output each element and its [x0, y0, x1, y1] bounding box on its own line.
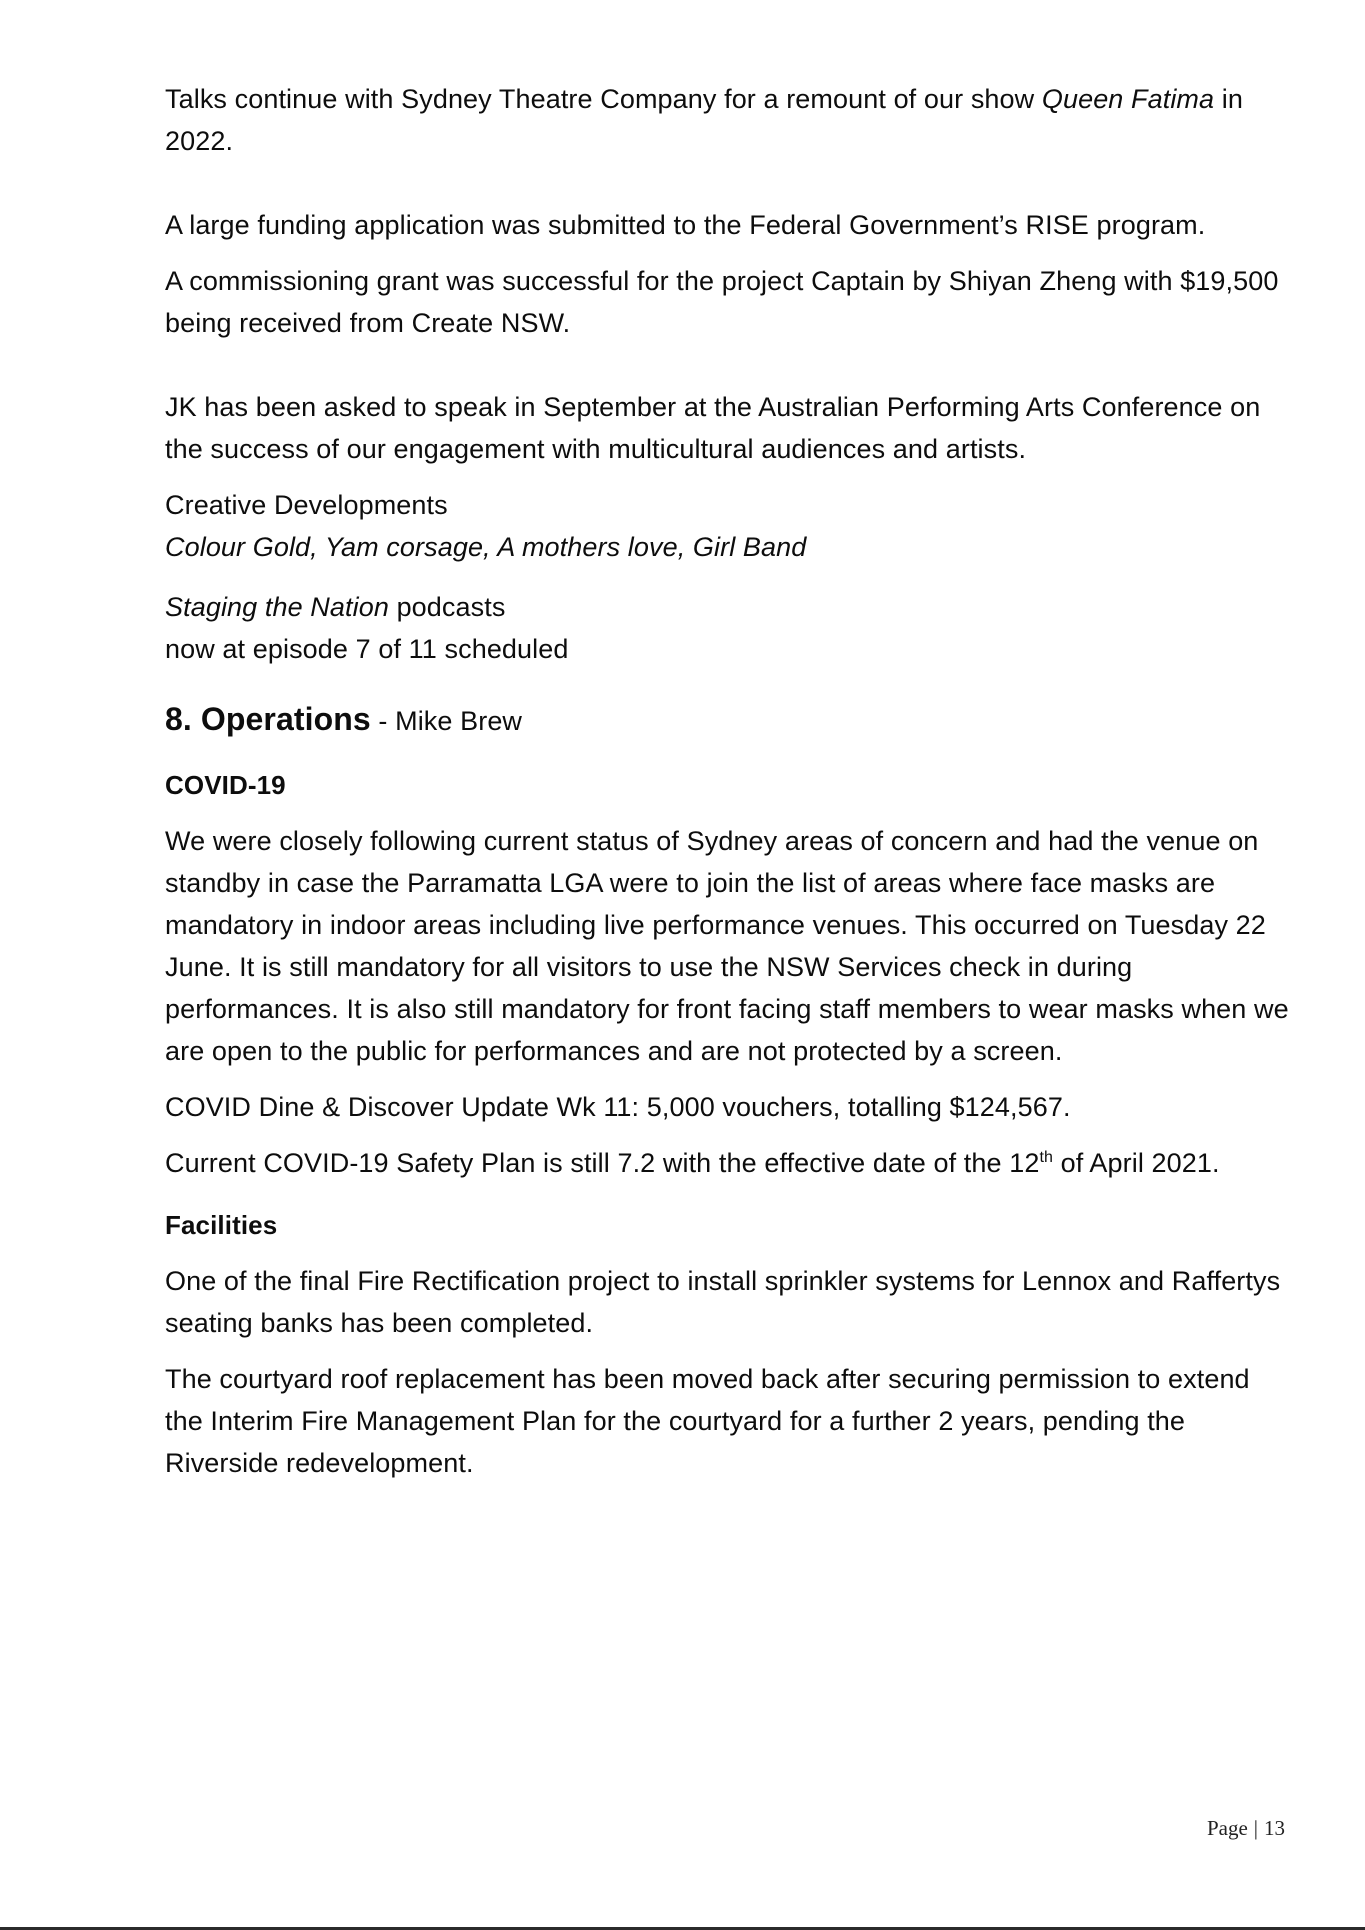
page-footer [1207, 1816, 1285, 1841]
safety-plan-paragraph [165, 1142, 1290, 1184]
rise-paragraph: A large funding application was submitted to the Federal Government’s RISE program. [165, 210, 1206, 240]
show-title: Queen Fatima [1041, 84, 1215, 114]
section-author: - Mike Brew [370, 706, 523, 736]
ordinal-suffix: th [1039, 1149, 1053, 1166]
creative-developments-heading: Creative Developments [165, 490, 448, 520]
dine-discover-paragraph: COVID Dine & Discover Update Wk 11: 5,000 vouchers, totalling $124,567. [165, 1092, 1071, 1122]
safety-plan-text: Current COVID-19 Safety Plan is still 7.2 with the effective date of the 12 [165, 1148, 1040, 1178]
page-number: 13 [1264, 1816, 1285, 1840]
podcast-title: Staging the Nation [165, 592, 389, 622]
safety-plan-date: of April 2021. [1053, 1148, 1220, 1178]
page-separator: | [1253, 1816, 1258, 1840]
section-title: 8. Operations [165, 701, 371, 737]
page-label: Page [1206, 1816, 1248, 1840]
covid-heading: COVID-19 [165, 770, 286, 800]
covid-status-paragraph: We were closely following current status of Sydney areas of concern and had the venue on standby in case the Parramatta LGA were to join the list of areas where face masks are mandatory in indoor areas including live performance venues. This occurred on Tuesday 22 June. It is still mandatory for all visitors to use the NSW Services check in during performances. It is also still mandatory for front facing staff members to wear masks when we are open to the public for performances and are not protected by a screen. [165, 826, 1289, 1066]
creative-developments-list: Colour Gold, Yam corsage, A mothers love, Girl Band [165, 532, 807, 562]
podcast-paragraph [165, 586, 1290, 670]
fire-rectification-paragraph: One of the final Fire Rectification project to install sprinkler systems for Lennox and Raffertys seating banks has been completed. [165, 1266, 1281, 1338]
podcast-status: now at episode 7 of 11 scheduled [165, 634, 569, 664]
document-body [165, 78, 1290, 1484]
jk-paragraph: JK has been asked to speak in September at the Australian Performing Arts Conference on the success of our engagement with multicultural audiences and artists. [165, 392, 1261, 464]
podcast-label: podcasts [388, 592, 506, 622]
facilities-heading: Facilities [165, 1210, 278, 1240]
commissioning-paragraph: A commissioning grant was successful for the project Captain by Shiyan Zheng with $19,500 being received from Create NSW. [165, 266, 1279, 338]
section-heading [165, 696, 1290, 744]
stc-text-before: Talks continue with Sydney Theatre Company for a remount of our show [165, 84, 1042, 114]
courtyard-roof-paragraph: The courtyard roof replacement has been moved back after securing permission to extend the Interim Fire Management Plan for the courtyard for a further 2 years, pending the Riverside redevelopment. [165, 1364, 1250, 1478]
creative-developments [165, 484, 1290, 568]
stc-paragraph [165, 78, 1290, 162]
stc-text-after: in 2022. [165, 84, 1243, 156]
